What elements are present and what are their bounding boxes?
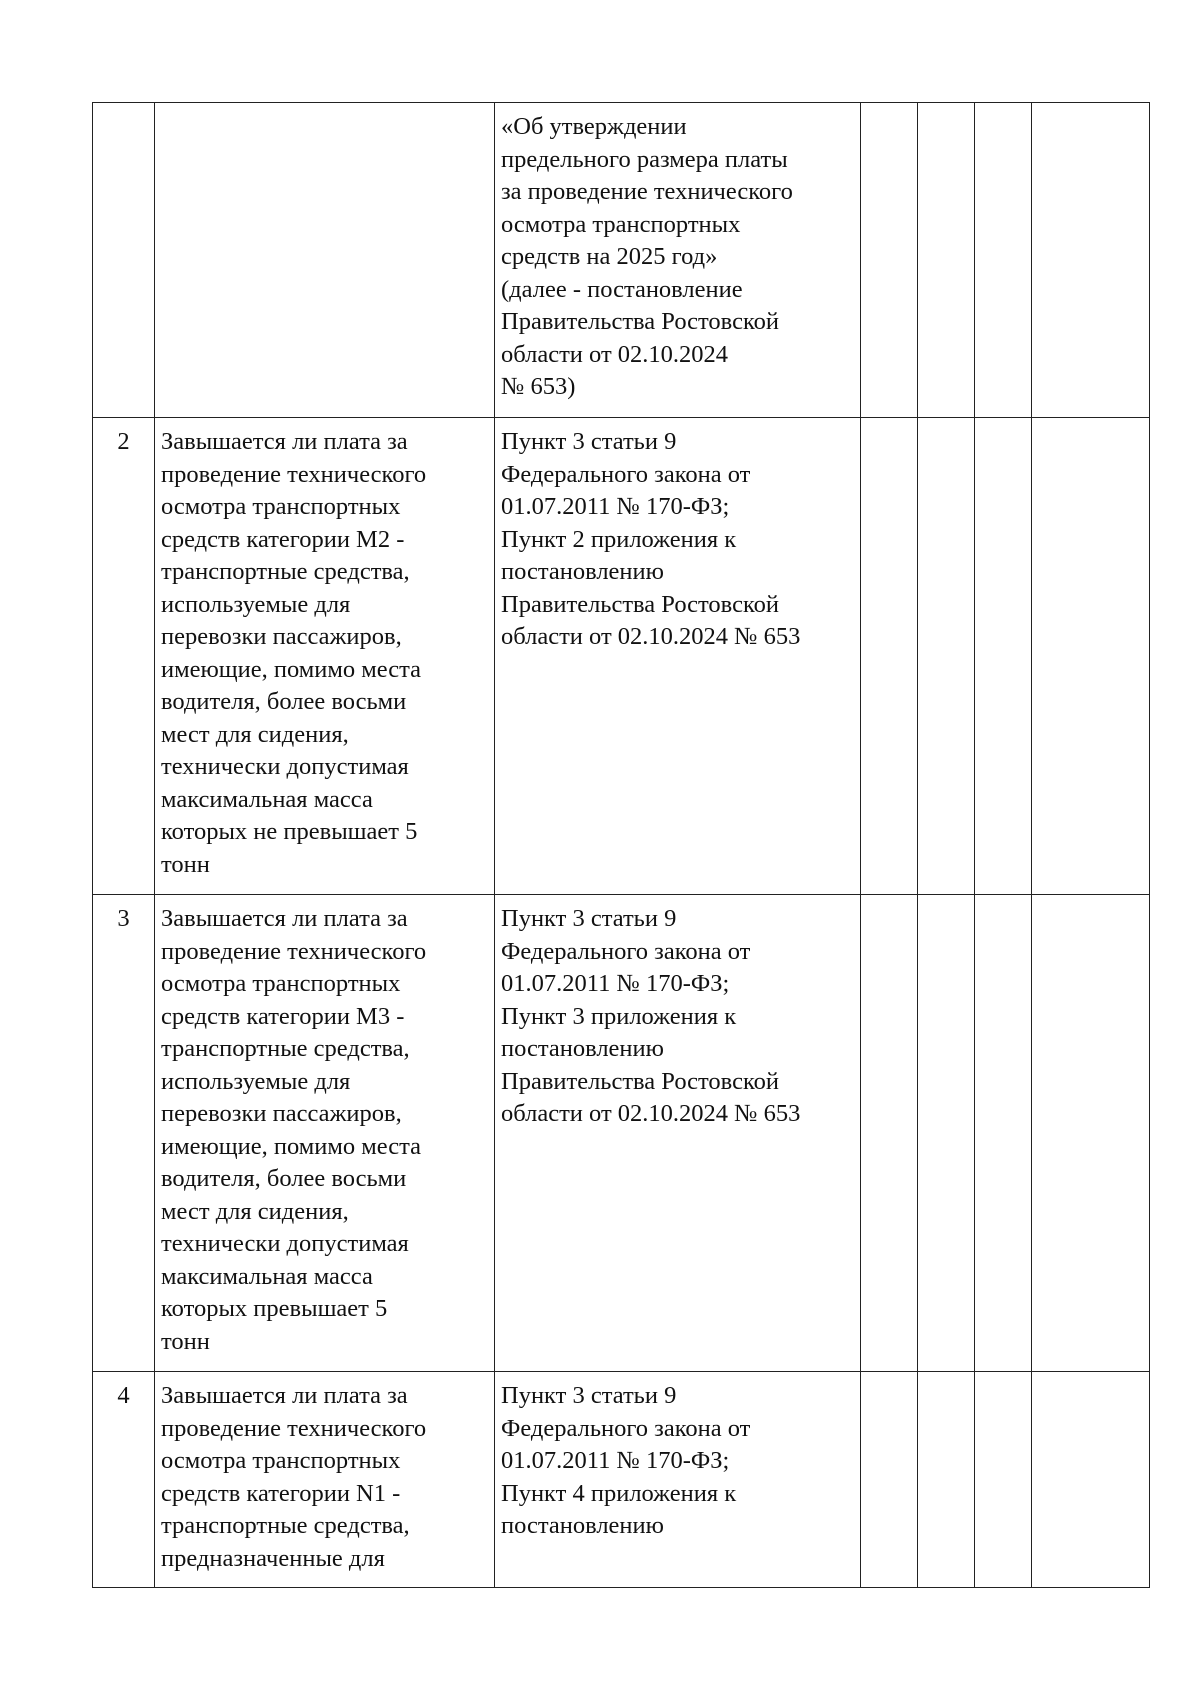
table-row [93, 895, 1150, 1372]
empty-cell [918, 103, 975, 418]
question-cell [155, 103, 495, 418]
empty-cell [975, 418, 1032, 895]
question-cell: Завышается ли плата за проведение технического осмотра транспортных средств категории N1 - транспортные средства, предназначенные для [155, 1372, 495, 1588]
empty-cell [975, 895, 1032, 1372]
question-cell: Завышается ли плата за проведение технического осмотра транспортных средств категории М2 - транспортные средства, используемые для перевозки пассажиров, имеющие, помимо места водителя, более восьми мест для сидения, технически допустимая максимальная масса которых не превышает 5 тонн [155, 418, 495, 895]
table-row [93, 1372, 1150, 1588]
empty-cell [918, 418, 975, 895]
row-number-cell: 4 [93, 1372, 155, 1588]
table-row [93, 418, 1150, 895]
legal-reference-cell: Пункт 3 статьи 9 Федерального закона от 01.07.2011 № 170-ФЗ; Пункт 2 приложения к постановлению Правительства Ростовской области от 02.10.2024 № 653 [495, 418, 861, 895]
row-number-cell [93, 103, 155, 418]
row-number-cell: 3 [93, 895, 155, 1372]
empty-cell [1032, 418, 1150, 895]
empty-cell [861, 418, 918, 895]
empty-cell [975, 1372, 1032, 1588]
legal-reference-cell: Пункт 3 статьи 9 Федерального закона от 01.07.2011 № 170-ФЗ; Пункт 4 приложения к постановлению [495, 1372, 861, 1588]
table-row [93, 103, 1150, 418]
empty-cell [1032, 1372, 1150, 1588]
empty-cell [918, 895, 975, 1372]
empty-cell [918, 1372, 975, 1588]
empty-cell [861, 103, 918, 418]
legal-reference-cell: «Об утверждении предельного размера платы за проведение технического осмотра транспортных средств на 2025 год» (далее - постановление Правительства Ростовской области от 02.10.2024 № 653) [495, 103, 861, 418]
row-number-cell: 2 [93, 418, 155, 895]
empty-cell [861, 895, 918, 1372]
checklist-table [92, 102, 1150, 1588]
empty-cell [975, 103, 1032, 418]
question-cell: Завышается ли плата за проведение технического осмотра транспортных средств категории М3 - транспортные средства, используемые для перевозки пассажиров, имеющие, помимо места водителя, более восьми мест для сидения, технически допустимая максимальная масса которых превышает 5 тонн [155, 895, 495, 1372]
empty-cell [861, 1372, 918, 1588]
empty-cell [1032, 103, 1150, 418]
legal-reference-cell: Пункт 3 статьи 9 Федерального закона от 01.07.2011 № 170-ФЗ; Пункт 3 приложения к постановлению Правительства Ростовской области от 02.10.2024 № 653 [495, 895, 861, 1372]
empty-cell [1032, 895, 1150, 1372]
